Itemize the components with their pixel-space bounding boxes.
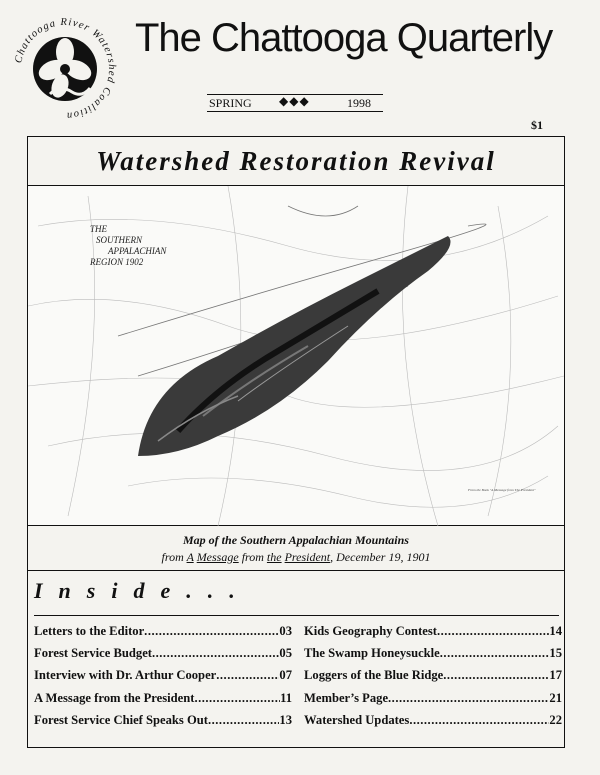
caption-title: Map of the Southern Appalachian Mountains xyxy=(183,533,409,547)
toc-right-column xyxy=(304,624,562,735)
map-label-line: REGION 1902 xyxy=(90,257,144,267)
toc-item[interactable]: Forest Service Budget ..... 05 xyxy=(34,646,292,668)
toc-item[interactable]: Forest Service Chief Speaks Out ..... 13 xyxy=(34,713,292,735)
masthead-title: The Chattooga Quarterly xyxy=(135,16,553,60)
issue-year: 1998 xyxy=(347,96,371,110)
map-credit: From the Book "A Message from The President" xyxy=(468,488,536,492)
logo-ring-text: Chattooga River Watershed Coalition xyxy=(13,16,118,122)
issue-line xyxy=(207,94,383,112)
toc-item[interactable]: The Swamp Honeysuckle ..... 15 xyxy=(304,646,562,668)
toc-item[interactable]: Interview with Dr. Arthur Cooper ..... 07 xyxy=(34,668,292,690)
toc-item[interactable]: Kids Geography Contest ..... 14 xyxy=(304,624,562,646)
toc-left-column xyxy=(34,624,292,735)
toc-item[interactable]: Letters to the Editor ..... 03 xyxy=(34,624,292,646)
price: $1 xyxy=(531,118,543,132)
map-illustration xyxy=(28,186,564,526)
inside-heading: Inside... xyxy=(34,578,251,603)
toc-item[interactable]: Member’s Page ..... 21 xyxy=(304,691,562,713)
logo-seal xyxy=(10,14,120,124)
map-region-label xyxy=(90,224,210,268)
coalition-logo xyxy=(10,14,120,124)
diamond-separator-icon: ◆◆◆ xyxy=(279,94,310,108)
divider xyxy=(34,615,559,616)
map-label-line: SOUTHERN xyxy=(96,235,143,245)
toc-item[interactable]: A Message from the President ..... 11 xyxy=(34,691,292,713)
caption-source: from A Message from the President, December 19, 1901 xyxy=(161,550,431,564)
map-label-line: THE xyxy=(90,224,108,234)
toc-item[interactable]: Loggers of the Blue Ridge ..... 17 xyxy=(304,668,562,690)
mountain-range xyxy=(138,236,451,456)
map-caption xyxy=(28,527,564,571)
issue-season: SPRING xyxy=(209,96,252,110)
map-label-line: APPALACHIAN xyxy=(108,246,167,256)
headline: Watershed Restoration Revival xyxy=(28,138,564,186)
toc-item[interactable]: Watershed Updates ..... 22 xyxy=(304,713,562,735)
